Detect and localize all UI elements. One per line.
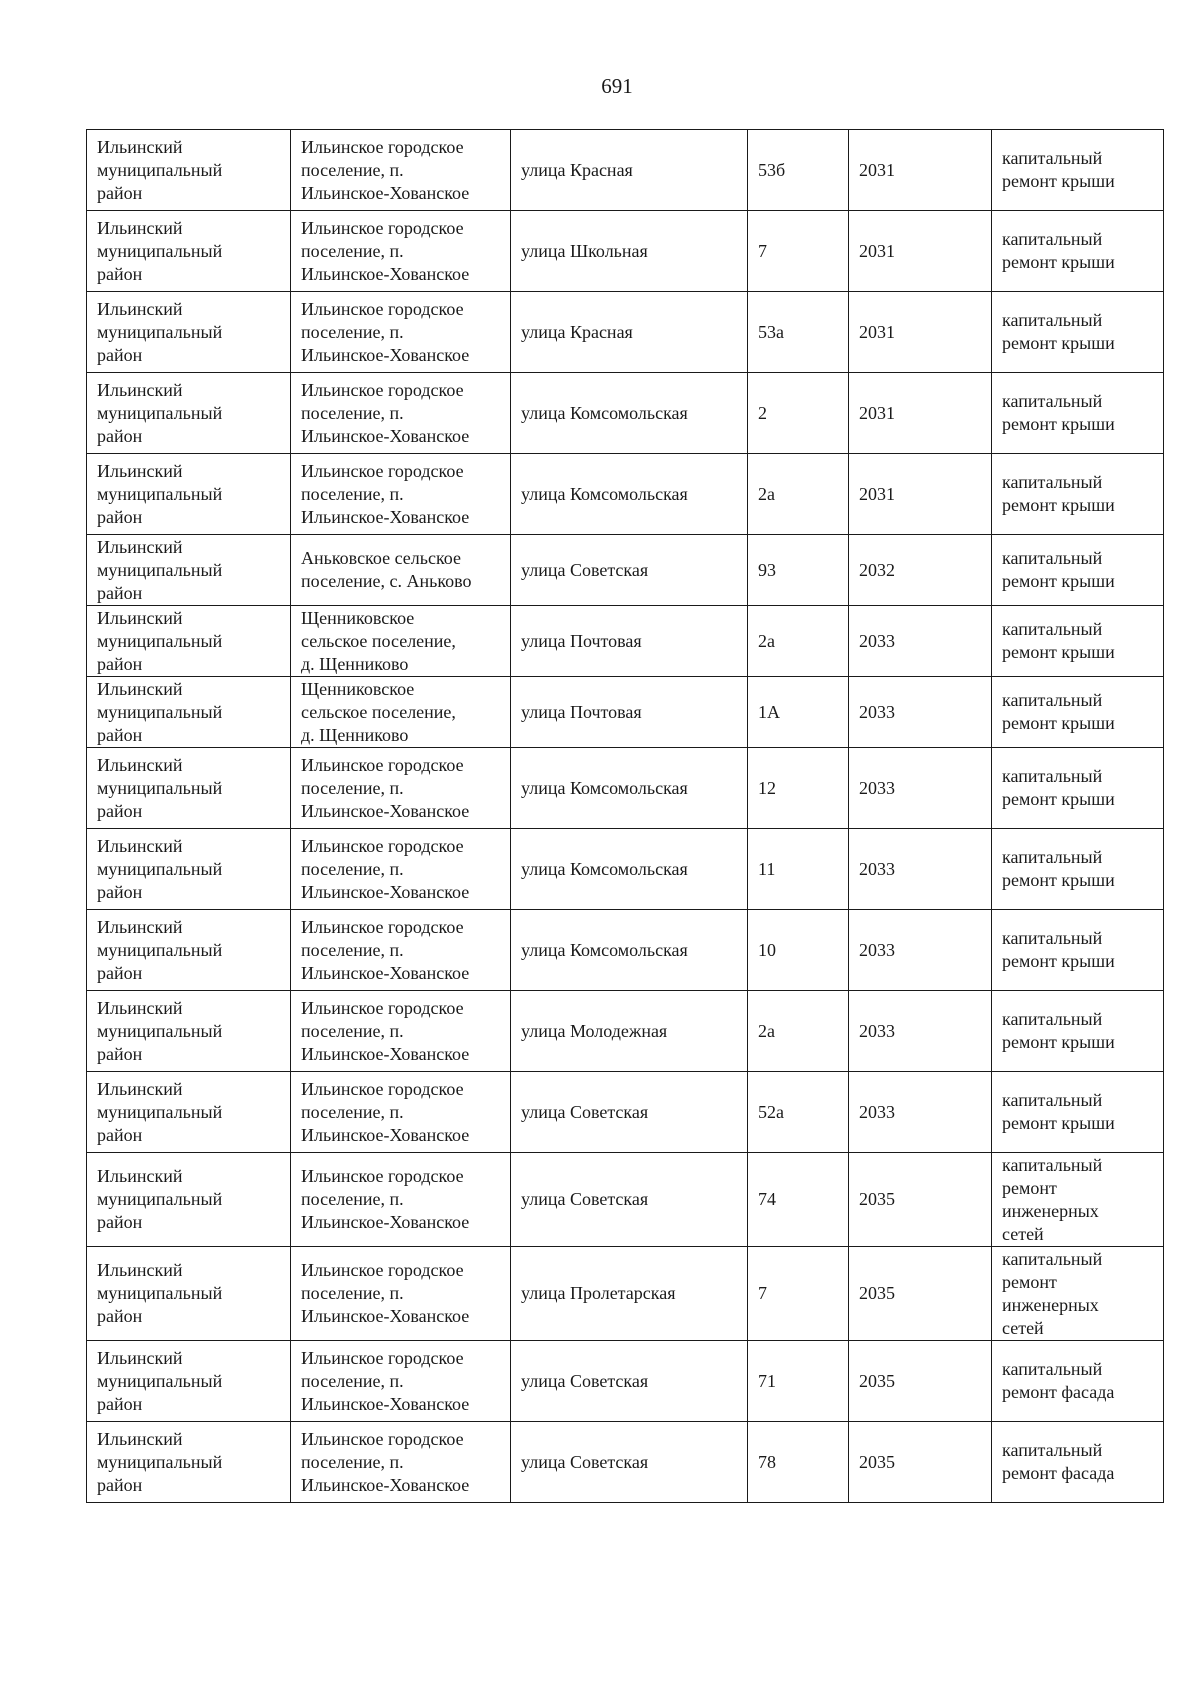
table-row <box>87 292 1164 373</box>
settlement-cell <box>291 829 511 910</box>
year-cell: 2033 <box>849 991 992 1072</box>
work-type-cell-line: ремонт крыши <box>1002 1032 1115 1052</box>
work-type-cell-line: капитальный <box>1002 391 1103 411</box>
district-cell-line: Ильинский <box>97 607 183 628</box>
district-cell-line: район <box>97 263 143 284</box>
house-number-cell: 2а <box>748 606 849 677</box>
street-cell: улица Почтовая <box>511 606 748 677</box>
district-cell <box>87 130 291 211</box>
work-type-cell <box>992 373 1164 454</box>
street-cell: улица Красная <box>511 130 748 211</box>
work-type-cell-line: капитальный <box>1002 1154 1103 1175</box>
district-cell-line: муниципальный <box>97 559 223 580</box>
settlement-cell-line: поселение, п. <box>301 321 404 342</box>
settlement-cell-line: Ильинское-Хованское <box>301 425 470 446</box>
settlement-cell-line: поселение, с. Аньково <box>301 571 472 591</box>
year-cell: 2032 <box>849 535 992 606</box>
work-type-cell-line: ремонт крыши <box>1002 789 1115 809</box>
year-cell: 2035 <box>849 1247 992 1341</box>
settlement-cell-line: Ильинское городское <box>301 835 464 856</box>
work-type-cell-line: ремонт фасада <box>1002 1382 1115 1402</box>
work-type-cell-line: капитальный <box>1002 548 1103 568</box>
district-cell-line: район <box>97 724 143 745</box>
settlement-cell-line: Ильинское городское <box>301 379 464 400</box>
settlement-cell-line: сельское поселение, <box>301 701 456 722</box>
house-number-cell: 10 <box>748 910 849 991</box>
district-cell-line: муниципальный <box>97 630 223 651</box>
work-type-cell-line: ремонт крыши <box>1002 414 1115 434</box>
settlement-cell-line: Щенниковское <box>301 607 415 628</box>
year-cell: 2035 <box>849 1422 992 1503</box>
district-cell-line: муниципальный <box>97 321 223 342</box>
settlement-cell <box>291 677 511 748</box>
settlement-cell-line: поселение, п. <box>301 777 404 798</box>
work-type-cell-line: капитальный <box>1002 690 1103 710</box>
street-cell: улица Почтовая <box>511 677 748 748</box>
district-cell-line: Ильинский <box>97 754 183 775</box>
district-cell <box>87 535 291 606</box>
table-row <box>87 677 1164 748</box>
district-cell <box>87 1341 291 1422</box>
work-type-cell-line: ремонт крыши <box>1002 1113 1115 1133</box>
settlement-cell-line: Ильинское городское <box>301 1166 464 1186</box>
table-body <box>87 130 1164 1503</box>
work-type-cell-line: капитальный <box>1002 847 1103 867</box>
settlement-cell-line: Ильинское-Хованское <box>301 1212 470 1232</box>
work-type-cell-line: капитальный <box>1002 1440 1103 1460</box>
district-cell-line: район <box>97 1393 143 1414</box>
settlement-cell-line: Ильинское-Хованское <box>301 881 470 902</box>
work-type-cell-line: ремонт крыши <box>1002 951 1115 971</box>
district-cell <box>87 991 291 1072</box>
settlement-cell-line: поселение, п. <box>301 1370 404 1391</box>
district-cell-line: муниципальный <box>97 939 223 960</box>
work-type-cell-line: капитальный <box>1002 1248 1103 1269</box>
district-cell-line: Ильинский <box>97 1078 183 1099</box>
street-cell: улица Советская <box>511 1153 748 1247</box>
settlement-cell-line: Ильинское-Хованское <box>301 800 470 821</box>
district-cell-line: муниципальный <box>97 402 223 423</box>
district-cell-line: район <box>97 962 143 983</box>
district-cell <box>87 211 291 292</box>
year-cell: 2035 <box>849 1153 992 1247</box>
district-cell-line: район <box>97 1474 143 1495</box>
table-row <box>87 1072 1164 1153</box>
year-cell: 2031 <box>849 373 992 454</box>
district-cell-line: муниципальный <box>97 240 223 261</box>
district-cell-line: район <box>97 1212 143 1232</box>
street-cell: улица Советская <box>511 535 748 606</box>
work-type-cell <box>992 130 1164 211</box>
street-cell: улица Красная <box>511 292 748 373</box>
district-cell-line: Ильинский <box>97 916 183 937</box>
district-cell <box>87 292 291 373</box>
street-cell: улица Комсомольская <box>511 829 748 910</box>
district-cell-line: Ильинский <box>97 1260 183 1280</box>
district-cell-line: район <box>97 881 143 902</box>
work-type-cell <box>992 1341 1164 1422</box>
settlement-cell <box>291 373 511 454</box>
settlement-cell-line: Ильинское-Хованское <box>301 1124 470 1145</box>
table-row <box>87 991 1164 1072</box>
house-number-cell: 2 <box>748 373 849 454</box>
district-cell <box>87 1247 291 1341</box>
year-cell: 2035 <box>849 1341 992 1422</box>
district-cell-line: муниципальный <box>97 1020 223 1041</box>
year-cell: 2033 <box>849 677 992 748</box>
year-cell: 2033 <box>849 748 992 829</box>
work-type-cell-line: ремонт крыши <box>1002 870 1115 890</box>
street-cell: улица Комсомольская <box>511 454 748 535</box>
table-row <box>87 748 1164 829</box>
settlement-cell <box>291 991 511 1072</box>
work-type-cell-line: ремонт крыши <box>1002 571 1115 591</box>
repair-schedule-table <box>86 129 1164 1503</box>
table-row <box>87 373 1164 454</box>
settlement-cell <box>291 454 511 535</box>
work-type-cell-line: ремонт крыши <box>1002 713 1115 733</box>
work-type-cell-line: ремонт крыши <box>1002 495 1115 515</box>
settlement-cell-line: Ильинское городское <box>301 1428 464 1449</box>
district-cell-line: муниципальный <box>97 1451 223 1472</box>
table-row <box>87 211 1164 292</box>
settlement-cell-line: поселение, п. <box>301 1283 404 1303</box>
work-type-cell-line: ремонт крыши <box>1002 171 1115 191</box>
settlement-cell-line: Ильинское городское <box>301 460 464 481</box>
settlement-cell-line: поселение, п. <box>301 1101 404 1122</box>
table-row <box>87 1422 1164 1503</box>
work-type-cell-line: ремонт <box>1002 1271 1057 1292</box>
settlement-cell-line: Ильинское городское <box>301 916 464 937</box>
table-row <box>87 829 1164 910</box>
settlement-cell-line: Ильинское городское <box>301 298 464 319</box>
settlement-cell-line: Ильинское городское <box>301 1260 464 1280</box>
district-cell-line: Ильинский <box>97 997 183 1018</box>
work-type-cell-line: капитальный <box>1002 472 1103 492</box>
street-cell: улица Комсомольская <box>511 910 748 991</box>
district-cell-line: Ильинский <box>97 217 183 238</box>
district-cell <box>87 454 291 535</box>
district-cell-line: муниципальный <box>97 1370 223 1391</box>
work-type-cell-line: ремонт крыши <box>1002 252 1115 272</box>
work-type-cell-line: капитальный <box>1002 928 1103 948</box>
district-cell-line: муниципальный <box>97 701 223 722</box>
district-cell-line: район <box>97 182 143 203</box>
district-cell-line: район <box>97 344 143 365</box>
district-cell <box>87 1072 291 1153</box>
settlement-cell <box>291 1422 511 1503</box>
settlement-cell-line: Ильинское-Хованское <box>301 263 470 284</box>
work-type-cell-line: капитальный <box>1002 1359 1103 1379</box>
work-type-cell-line: капитальный <box>1002 619 1103 639</box>
page-number: 691 <box>601 74 633 98</box>
settlement-cell-line: Ильинское городское <box>301 754 464 775</box>
table-row <box>87 130 1164 211</box>
work-type-cell-line: капитальный <box>1002 1009 1103 1029</box>
street-cell: улица Комсомольская <box>511 748 748 829</box>
settlement-cell <box>291 1247 511 1341</box>
settlement-cell-line: Ильинское городское <box>301 997 464 1018</box>
house-number-cell: 2а <box>748 991 849 1072</box>
settlement-cell-line: Ильинское-Хованское <box>301 506 470 527</box>
settlement-cell-line: Ильинское-Хованское <box>301 182 470 203</box>
settlement-cell-line: Ильинское городское <box>301 217 464 238</box>
settlement-cell <box>291 606 511 677</box>
settlement-cell-line: поселение, п. <box>301 1451 404 1472</box>
district-cell-line: Ильинский <box>97 460 183 481</box>
district-cell-line: район <box>97 1124 143 1145</box>
street-cell: улица Советская <box>511 1422 748 1503</box>
settlement-cell-line: Ильинское городское <box>301 136 464 157</box>
settlement-cell-line: Ильинское городское <box>301 1347 464 1368</box>
work-type-cell-line: ремонт фасада <box>1002 1463 1115 1483</box>
district-cell <box>87 1153 291 1247</box>
work-type-cell <box>992 748 1164 829</box>
work-type-cell <box>992 1153 1164 1247</box>
settlement-cell-line: Ильинское-Хованское <box>301 344 470 365</box>
district-cell-line: муниципальный <box>97 159 223 180</box>
work-type-cell-line: капитальный <box>1002 229 1103 249</box>
house-number-cell: 7 <box>748 1247 849 1341</box>
work-type-cell-line: капитальный <box>1002 766 1103 786</box>
settlement-cell-line: Ильинское городское <box>301 1078 464 1099</box>
settlement-cell-line: поселение, п. <box>301 240 404 261</box>
street-cell: улица Школьная <box>511 211 748 292</box>
house-number-cell: 12 <box>748 748 849 829</box>
work-type-cell <box>992 677 1164 748</box>
district-cell-line: район <box>97 506 143 527</box>
house-number-cell: 7 <box>748 211 849 292</box>
settlement-cell-line: Ильинское-Хованское <box>301 1474 470 1495</box>
district-cell-line: Ильинский <box>97 298 183 319</box>
street-cell: улица Комсомольская <box>511 373 748 454</box>
settlement-cell <box>291 130 511 211</box>
district-cell-line: муниципальный <box>97 1101 223 1122</box>
work-type-cell-line: капитальный <box>1002 148 1103 168</box>
work-type-cell-line: ремонт крыши <box>1002 642 1115 662</box>
work-type-cell <box>992 292 1164 373</box>
year-cell: 2031 <box>849 211 992 292</box>
house-number-cell: 53б <box>748 130 849 211</box>
settlement-cell-line: Щенниковское <box>301 678 415 699</box>
work-type-cell-line: инженерных <box>1002 1294 1099 1315</box>
district-cell-line: район <box>97 800 143 821</box>
table-row <box>87 606 1164 677</box>
work-type-cell <box>992 1422 1164 1503</box>
house-number-cell: 78 <box>748 1422 849 1503</box>
district-cell-line: Ильинский <box>97 379 183 400</box>
settlement-cell <box>291 292 511 373</box>
year-cell: 2033 <box>849 1072 992 1153</box>
work-type-cell <box>992 606 1164 677</box>
settlement-cell-line: поселение, п. <box>301 858 404 879</box>
settlement-cell-line: Ильинское-Хованское <box>301 1043 470 1064</box>
house-number-cell: 53а <box>748 292 849 373</box>
district-cell-line: Ильинский <box>97 1166 183 1186</box>
work-type-cell-line: сетей <box>1002 1223 1044 1244</box>
work-type-cell <box>992 1072 1164 1153</box>
work-type-cell-line: ремонт крыши <box>1002 333 1115 353</box>
work-type-cell <box>992 535 1164 606</box>
work-type-cell <box>992 910 1164 991</box>
work-type-cell-line: капитальный <box>1002 1090 1103 1110</box>
house-number-cell: 2а <box>748 454 849 535</box>
settlement-cell-line: поселение, п. <box>301 1020 404 1041</box>
district-cell-line: Ильинский <box>97 678 183 699</box>
settlement-cell <box>291 535 511 606</box>
district-cell-line: Ильинский <box>97 1428 183 1449</box>
house-number-cell: 52а <box>748 1072 849 1153</box>
table-row <box>87 454 1164 535</box>
work-type-cell <box>992 1247 1164 1341</box>
street-cell: улица Пролетарская <box>511 1247 748 1341</box>
street-cell: улица Советская <box>511 1341 748 1422</box>
house-number-cell: 1А <box>748 677 849 748</box>
district-cell <box>87 373 291 454</box>
year-cell: 2033 <box>849 606 992 677</box>
settlement-cell-line: поселение, п. <box>301 159 404 180</box>
district-cell <box>87 606 291 677</box>
district-cell-line: муниципальный <box>97 1283 223 1303</box>
settlement-cell-line: Ильинское-Хованское <box>301 962 470 983</box>
district-cell-line: муниципальный <box>97 483 223 504</box>
house-number-cell: 74 <box>748 1153 849 1247</box>
settlement-cell-line: поселение, п. <box>301 1189 404 1209</box>
district-cell-line: район <box>97 653 143 674</box>
work-type-cell-line: ремонт <box>1002 1177 1057 1198</box>
table-row <box>87 910 1164 991</box>
settlement-cell <box>291 1153 511 1247</box>
settlement-cell-line: поселение, п. <box>301 402 404 423</box>
work-type-cell-line: инженерных <box>1002 1200 1099 1221</box>
street-cell: улица Молодежная <box>511 991 748 1072</box>
district-cell-line: муниципальный <box>97 777 223 798</box>
settlement-cell-line: поселение, п. <box>301 483 404 504</box>
district-cell-line: Ильинский <box>97 136 183 157</box>
street-cell: улица Советская <box>511 1072 748 1153</box>
settlement-cell-line: Ильинское-Хованское <box>301 1393 470 1414</box>
settlement-cell-line: поселение, п. <box>301 939 404 960</box>
settlement-cell <box>291 1072 511 1153</box>
table-row <box>87 1341 1164 1422</box>
settlement-cell-line: д. Щенниково <box>301 724 409 745</box>
table-row <box>87 1153 1164 1247</box>
settlement-cell <box>291 211 511 292</box>
year-cell: 2031 <box>849 130 992 211</box>
district-cell-line: район <box>97 425 143 446</box>
settlement-cell <box>291 1341 511 1422</box>
district-cell-line: Ильинский <box>97 835 183 856</box>
district-cell <box>87 677 291 748</box>
district-cell <box>87 910 291 991</box>
work-type-cell-line: капитальный <box>1002 310 1103 330</box>
district-cell <box>87 1422 291 1503</box>
settlement-cell-line: Аньковское сельское <box>301 548 462 568</box>
year-cell: 2031 <box>849 454 992 535</box>
settlement-cell-line: Ильинское-Хованское <box>301 1306 470 1326</box>
district-cell-line: муниципальный <box>97 1189 223 1209</box>
district-cell-line: муниципальный <box>97 858 223 879</box>
district-cell-line: Ильинский <box>97 536 183 557</box>
work-type-cell-line: сетей <box>1002 1317 1044 1338</box>
settlement-cell <box>291 910 511 991</box>
settlement-cell <box>291 748 511 829</box>
district-cell <box>87 829 291 910</box>
work-type-cell <box>992 829 1164 910</box>
settlement-cell-line: д. Щенниково <box>301 653 409 674</box>
work-type-cell <box>992 991 1164 1072</box>
house-number-cell: 71 <box>748 1341 849 1422</box>
district-cell-line: район <box>97 1043 143 1064</box>
work-type-cell <box>992 454 1164 535</box>
table-row <box>87 1247 1164 1341</box>
year-cell: 2033 <box>849 910 992 991</box>
district-cell-line: район <box>97 582 143 603</box>
year-cell: 2033 <box>849 829 992 910</box>
table-row <box>87 535 1164 606</box>
district-cell-line: Ильинский <box>97 1347 183 1368</box>
settlement-cell-line: сельское поселение, <box>301 630 456 651</box>
work-type-cell <box>992 211 1164 292</box>
house-number-cell: 11 <box>748 829 849 910</box>
district-cell-line: район <box>97 1306 143 1326</box>
district-cell <box>87 748 291 829</box>
year-cell: 2031 <box>849 292 992 373</box>
house-number-cell: 93 <box>748 535 849 606</box>
